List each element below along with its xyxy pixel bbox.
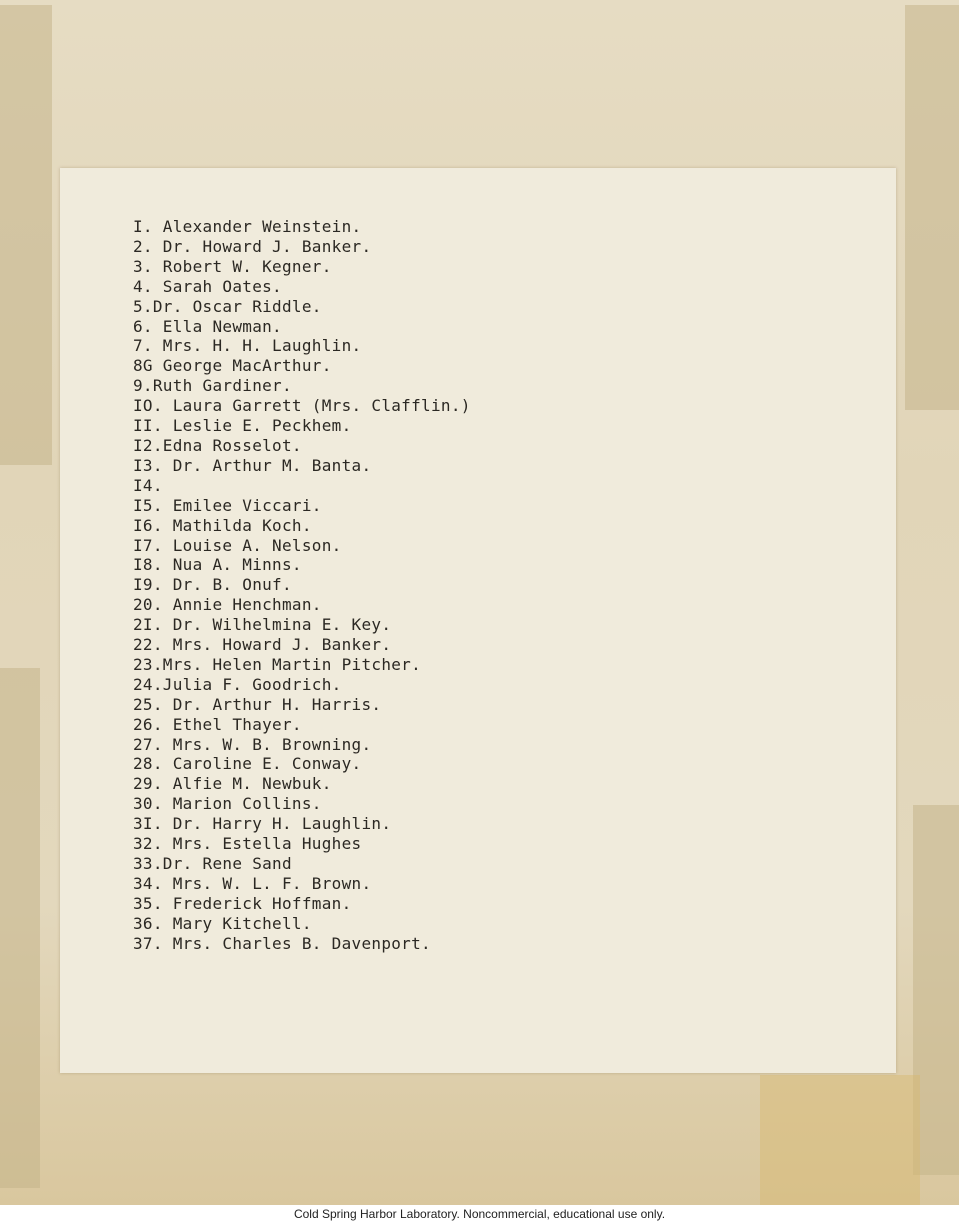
list-item: 27. Mrs. W. B. Browning. (133, 734, 372, 754)
list-item: 25. Dr. Arthur H. Harris. (133, 694, 382, 714)
list-item: I7. Louise A. Nelson. (133, 535, 342, 555)
footer-credit: Cold Spring Harbor Laboratory. Noncommercial, educational use only. (293, 1207, 666, 1221)
tape-stain (760, 1075, 920, 1205)
list-item: 36. Mary Kitchell. (133, 913, 312, 933)
list-item: 34. Mrs. W. L. F. Brown. (133, 873, 372, 893)
tape-strip (0, 5, 52, 465)
list-item: I4. (133, 475, 163, 495)
list-item: I5. Emilee Viccari. (133, 495, 322, 515)
typed-name-list (133, 217, 471, 954)
list-item: 2. Dr. Howard J. Banker. (133, 236, 372, 256)
list-item: II. Leslie E. Peckhem. (133, 416, 352, 436)
list-item: 3. Robert W. Kegner. (133, 256, 332, 276)
tape-strip (905, 5, 959, 410)
list-item: 29. Alfie M. Newbuk. (133, 774, 332, 794)
list-item: 9.Ruth Gardiner. (133, 376, 292, 396)
list-item: 26. Ethel Thayer. (133, 714, 302, 734)
list-item: I9. Dr. B. Onuf. (133, 575, 292, 595)
list-item: 6. Ella Newman. (133, 316, 282, 336)
list-item: I8. Nua A. Minns. (133, 555, 302, 575)
list-item: 4. Sarah Oates. (133, 276, 282, 296)
list-item: I6. Mathilda Koch. (133, 515, 312, 535)
list-item: 5.Dr. Oscar Riddle. (133, 296, 322, 316)
list-item: 23.Mrs. Helen Martin Pitcher. (133, 654, 422, 674)
list-item: 7. Mrs. H. H. Laughlin. (133, 336, 362, 356)
list-item: IO. Laura Garrett (Mrs. Clafflin.) (133, 396, 471, 416)
list-item: 2I. Dr. Wilhelmina E. Key. (133, 615, 392, 635)
list-item: 22. Mrs. Howard J. Banker. (133, 635, 392, 655)
list-item: 33.Dr. Rene Sand (133, 854, 292, 873)
tape-strip (0, 668, 40, 1188)
list-item: 28. Caroline E. Conway. (133, 754, 362, 774)
list-item: I3. Dr. Arthur M. Banta. (133, 455, 372, 475)
list-item: 30. Marion Collins. (133, 794, 322, 814)
list-item: 3I. Dr. Harry H. Laughlin. (133, 814, 392, 834)
list-item: 20. Annie Henchman. (133, 595, 322, 615)
list-item: 37. Mrs. Charles B. Davenport. (133, 933, 431, 953)
list-item: I. Alexander Weinstein. (133, 217, 362, 236)
list-item: I2.Edna Rosselot. (133, 435, 302, 455)
list-item: 8G George MacArthur. (133, 356, 332, 376)
list-item: 35. Frederick Hoffman. (133, 893, 352, 913)
list-item: 24.Julia F. Goodrich. (133, 674, 342, 694)
list-item: 32. Mrs. Estella Hughes (133, 834, 362, 854)
